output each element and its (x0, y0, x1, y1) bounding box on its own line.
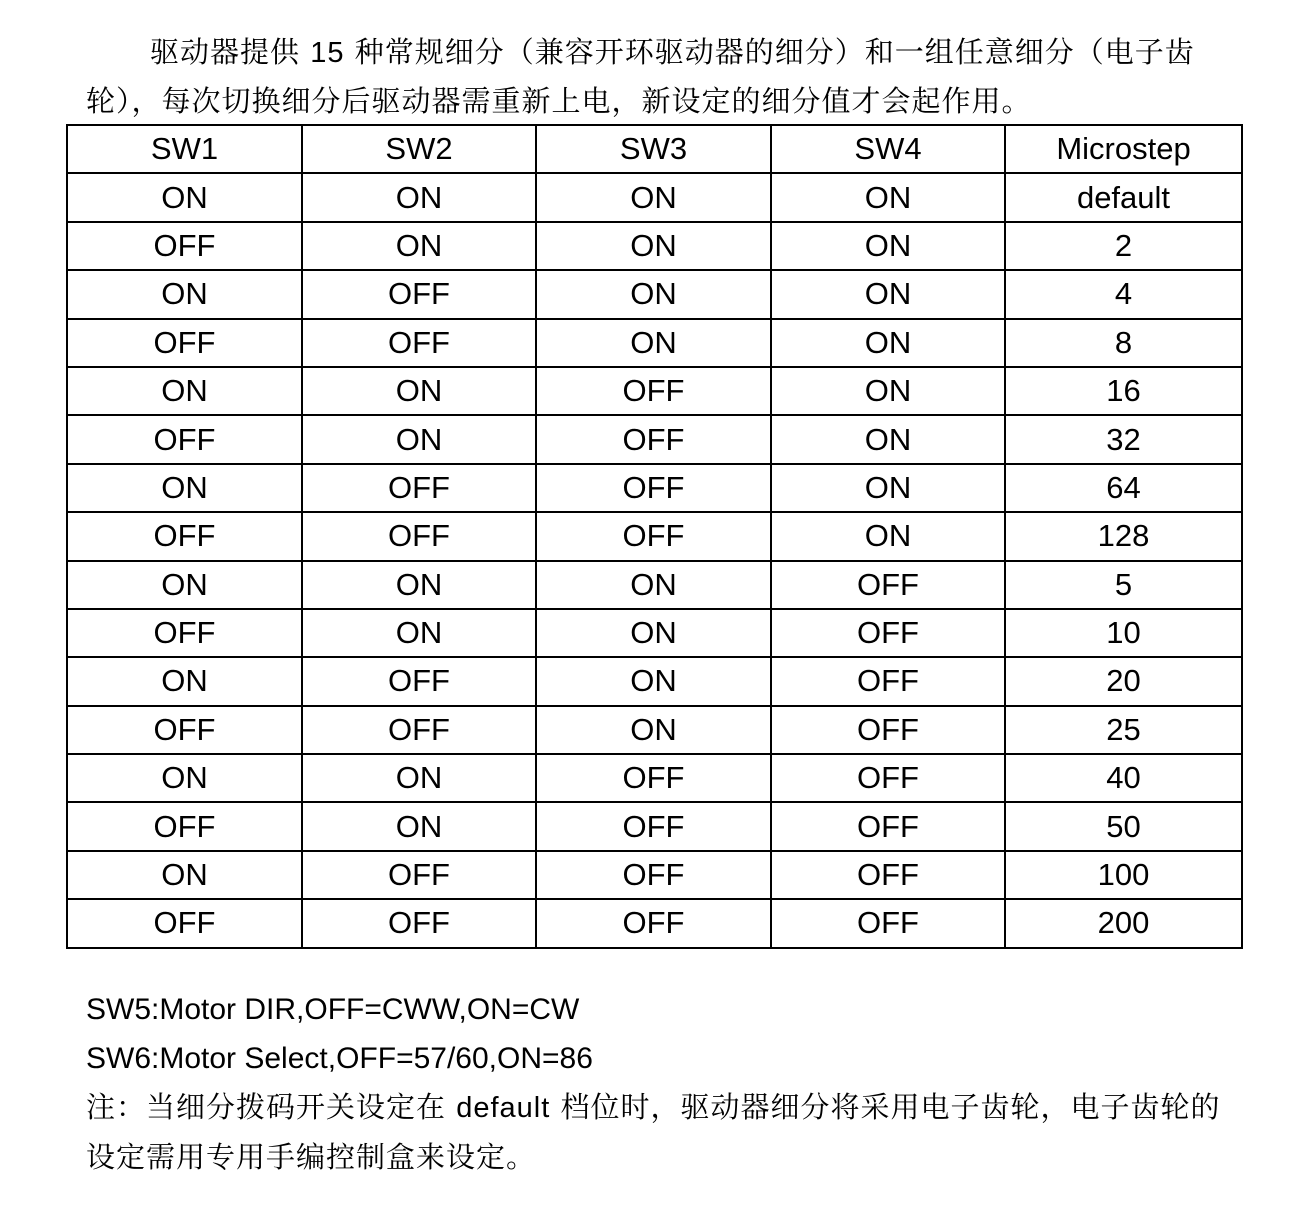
table-row (67, 657, 1242, 705)
table-row (67, 222, 1242, 270)
default-note-keyword: default (456, 1092, 551, 1124)
cell-sw4: OFF (771, 561, 1005, 609)
cell-sw4: OFF (771, 609, 1005, 657)
cell-sw4: OFF (771, 899, 1005, 947)
cell-sw4: OFF (771, 851, 1005, 899)
cell-microstep: 4 (1005, 270, 1242, 318)
cell-sw4: ON (771, 415, 1005, 463)
cell-microstep: 200 (1005, 899, 1242, 947)
default-note-part1: 注：当细分拨码开关设定在 (86, 1090, 447, 1124)
cell-microstep: 128 (1005, 512, 1242, 560)
cell-sw2: OFF (302, 706, 536, 754)
cell-microstep: 8 (1005, 319, 1242, 367)
cell-sw2: OFF (302, 657, 536, 705)
intro-count: 15 (310, 37, 345, 69)
cell-sw2: OFF (302, 899, 536, 947)
microstep-table (66, 124, 1243, 949)
cell-sw2: OFF (302, 464, 536, 512)
cell-sw1: OFF (67, 512, 302, 560)
table-row (67, 512, 1242, 560)
cell-sw4: ON (771, 222, 1005, 270)
cell-sw4: ON (771, 464, 1005, 512)
cell-sw3: ON (536, 706, 771, 754)
cell-microstep: 25 (1005, 706, 1242, 754)
table-row (67, 173, 1242, 221)
cell-sw4: OFF (771, 706, 1005, 754)
cell-sw4: ON (771, 367, 1005, 415)
cell-sw1: OFF (67, 222, 302, 270)
header-sw1: SW1 (67, 125, 302, 173)
cell-sw4: OFF (771, 754, 1005, 802)
table-row (67, 851, 1242, 899)
cell-microstep: 64 (1005, 464, 1242, 512)
cell-sw3: ON (536, 609, 771, 657)
cell-sw2: ON (302, 561, 536, 609)
intro-paragraph (86, 28, 1226, 125)
cell-microstep: default (1005, 173, 1242, 221)
cell-sw4: ON (771, 319, 1005, 367)
cell-sw3: OFF (536, 851, 771, 899)
notes-section (86, 985, 1226, 1182)
table-row (67, 706, 1242, 754)
cell-sw3: ON (536, 319, 771, 367)
header-sw4: SW4 (771, 125, 1005, 173)
cell-sw3: OFF (536, 899, 771, 947)
cell-sw3: OFF (536, 367, 771, 415)
cell-sw1: OFF (67, 415, 302, 463)
cell-sw1: ON (67, 561, 302, 609)
cell-sw4: OFF (771, 802, 1005, 850)
table-row (67, 802, 1242, 850)
cell-sw1: OFF (67, 609, 302, 657)
cell-sw1: OFF (67, 802, 302, 850)
cell-microstep: 2 (1005, 222, 1242, 270)
table-row (67, 367, 1242, 415)
default-note (86, 1083, 1226, 1182)
cell-sw3: OFF (536, 512, 771, 560)
cell-sw4: ON (771, 173, 1005, 221)
cell-sw3: ON (536, 222, 771, 270)
cell-sw3: ON (536, 173, 771, 221)
cell-microstep: 100 (1005, 851, 1242, 899)
cell-sw1: ON (67, 657, 302, 705)
cell-sw1: ON (67, 464, 302, 512)
cell-sw2: OFF (302, 851, 536, 899)
sw5-note: SW5:Motor DIR,OFF=CWW,ON=CW (86, 993, 580, 1026)
table-row (67, 754, 1242, 802)
header-row (67, 125, 1242, 173)
cell-microstep: 32 (1005, 415, 1242, 463)
cell-sw2: ON (302, 367, 536, 415)
cell-sw3: OFF (536, 754, 771, 802)
cell-sw3: ON (536, 657, 771, 705)
cell-sw2: OFF (302, 319, 536, 367)
table-row (67, 270, 1242, 318)
cell-sw3: OFF (536, 415, 771, 463)
cell-microstep: 5 (1005, 561, 1242, 609)
cell-sw2: ON (302, 173, 536, 221)
cell-sw1: ON (67, 851, 302, 899)
cell-sw1: OFF (67, 319, 302, 367)
table-row (67, 415, 1242, 463)
sw6-note: SW6:Motor Select,OFF=57/60,ON=86 (86, 1042, 593, 1075)
cell-sw2: ON (302, 609, 536, 657)
table-row (67, 609, 1242, 657)
cell-sw3: OFF (536, 802, 771, 850)
cell-sw2: ON (302, 754, 536, 802)
cell-sw1: OFF (67, 899, 302, 947)
cell-sw3: OFF (536, 464, 771, 512)
cell-sw2: ON (302, 415, 536, 463)
cell-microstep: 16 (1005, 367, 1242, 415)
cell-sw1: ON (67, 270, 302, 318)
table-row (67, 319, 1242, 367)
intro-text-part2: 种常规细分（兼容开环驱动器的细分）和一组任意细分（电子齿轮），每次切换细分后驱动器需重新上电，新设定的细分值才会起作用。 (86, 35, 1195, 118)
cell-microstep: 40 (1005, 754, 1242, 802)
cell-sw2: OFF (302, 512, 536, 560)
cell-sw1: ON (67, 173, 302, 221)
table-body (67, 173, 1242, 947)
cell-sw2: ON (302, 802, 536, 850)
intro-text-part1: 驱动器提供 (150, 35, 301, 69)
cell-sw4: ON (771, 270, 1005, 318)
cell-sw3: ON (536, 561, 771, 609)
header-sw3: SW3 (536, 125, 771, 173)
cell-microstep: 20 (1005, 657, 1242, 705)
table-row (67, 464, 1242, 512)
cell-sw4: ON (771, 512, 1005, 560)
cell-sw4: OFF (771, 657, 1005, 705)
cell-sw2: OFF (302, 270, 536, 318)
header-microstep: Microstep (1005, 125, 1242, 173)
table-row (67, 561, 1242, 609)
cell-sw1: ON (67, 367, 302, 415)
table-row (67, 899, 1242, 947)
cell-sw1: ON (67, 754, 302, 802)
default-note-part2: 档位时，驱动器细分将采用电子齿轮，电子齿轮的设定需用专用手编控制盒来设定。 (86, 1090, 1221, 1174)
cell-sw3: ON (536, 270, 771, 318)
cell-microstep: 50 (1005, 802, 1242, 850)
header-sw2: SW2 (302, 125, 536, 173)
cell-sw1: OFF (67, 706, 302, 754)
cell-microstep: 10 (1005, 609, 1242, 657)
cell-sw2: ON (302, 222, 536, 270)
